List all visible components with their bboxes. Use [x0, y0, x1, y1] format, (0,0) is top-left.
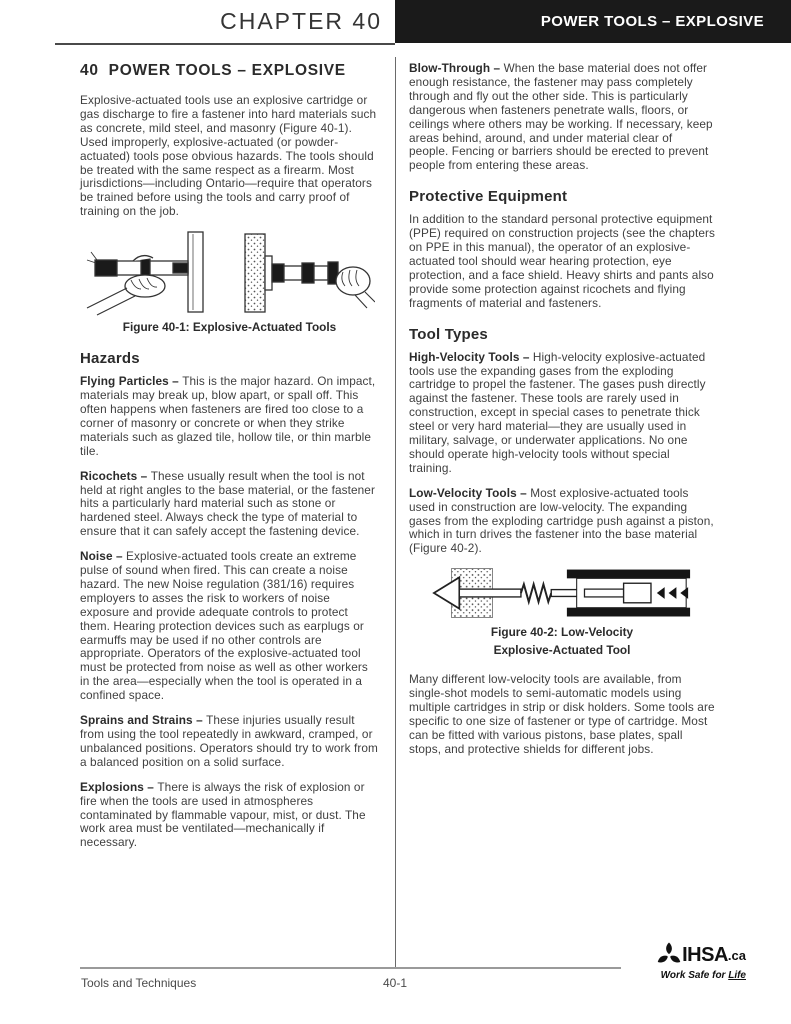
figure-40-2-illustration: [430, 567, 694, 621]
paragraph-low-velocity: Low-Velocity Tools – Most explosive-actuated tools used in construction are low-velocity. The expanding gases from the exploding cartridge push against a piston, which in turn drives the fastener into the base material (Figure 40-2).: [409, 485, 714, 556]
term-low-velocity: Low-Velocity Tools –: [409, 485, 531, 500]
right-column: [409, 62, 715, 768]
header-rule: [55, 43, 395, 45]
page-title: 40 POWER TOOLS – EXPLOSIVE: [80, 62, 346, 79]
paragraph-flying-particles: Flying Particles – This is the major hazard. On impact, materials may break up, blow apart, or spall off. This often happens when fasteners are fired too close to a corner of masonry or concrete or when they strike materials such as glazed tile, hollow tile, or thin marble tile.: [80, 374, 376, 458]
paragraph-high-velocity: High-Velocity Tools – High-velocity explosive-actuated tools use the expanding gases from the exploding cartridge to propel the fastener. The gases push directly against the fastener. These tools are rarely used in construction, except in special cases to penetrate thick steel or very hard material—they are usually used in military, salvage, or underwater applications. No one should operate high-velocity tools without special training.: [409, 349, 706, 475]
footer-section-title: Tools and Techniques: [81, 976, 197, 990]
figure-40-2: [409, 567, 715, 657]
chapter-title: CHAPTER 40: [220, 8, 382, 34]
paragraph-sprains-strains: Sprains and Strains – These injuries usually result from using the tool repeatedly in awkward, cramped, or unbalanced positions. Operators should try to work from a balanced position on a solid surface.: [80, 713, 378, 769]
term-noise: Noise –: [80, 549, 127, 564]
paragraph-explosions: Explosions – There is always the risk of explosion or fire when the tools are used in atmospheres contaminated by flammable vapour, mist, or dust. The work area must be ventilated—mechanically if necessary.: [80, 779, 366, 850]
logo-suffix: .ca: [727, 948, 746, 963]
paragraph-noise: Noise – Explosive-actuated tools create an extreme pulse of sound when fired. This can create a noise hazard. The new Noise regulation (381/16) requires employers to asses the risk to workers of noise exposure and provide adequate controls to protect them. Hearing protection devices such as earplugs or earmuffs may be used if no other controls are appropriate. Operators of the explosive-actuated tool must be protected from noise as well as other workers in the area—especially when the tool is operated in a confined space.: [80, 549, 368, 703]
figure-40-2-caption-line2: Explosive-Actuated Tool: [493, 643, 631, 658]
term-blow-through: Blow-Through –: [409, 61, 504, 75]
paragraph-ricochets: Ricochets – These usually result when the tool is not held at right angles to the base material, or the fastener hits a particularly hard material such as stone or hardened steel. Always check the type of material to ensure that it can safely accept the fastening device.: [80, 468, 375, 539]
term-explosions: Explosions –: [80, 779, 158, 794]
column-divider: [395, 57, 396, 968]
ihsa-logo: [626, 942, 746, 981]
left-column: [80, 62, 379, 861]
term-ricochets: Ricochets –: [80, 468, 151, 483]
tool-types-heading: Tool Types: [409, 325, 488, 343]
figure-40-1: [80, 230, 379, 334]
trillium-icon: [656, 942, 682, 969]
figure-40-2-caption-line1: Figure 40-2: Low-Velocity: [490, 625, 634, 640]
chapter-header: [0, 0, 395, 43]
intro-paragraph: Explosive-actuated tools use an explosive cartridge or gas discharge to fire a fastener into hard materials such as concrete, mild steel, and masonry (Figure 40-1). Used improperly, explosive-actuated (or powder-actuated) tools pose obvious hazards. The tools should be treated with the same respect as a firearm. Most jurisdictions—including Ontario—require that operators be trained before using the tools and carry proof of training on the job.: [80, 93, 377, 219]
logo-name: IHSA: [682, 944, 728, 966]
header-banner: [395, 0, 791, 43]
paragraph-protective-equipment: In addition to the standard personal protective equipment (PPE) required on construction projects (see the chapters on PPE in this manual), the operator of an explosive-actuated tool should wear hearing protection, eye protection, and a face shield. Heavy shirts and pants also provide some protection against ricochets and flying fragments of material and fasteners.: [409, 212, 716, 310]
term-high-velocity: High-Velocity Tools –: [409, 349, 533, 364]
logo-tagline: Work Safe for Life: [660, 970, 746, 981]
footer-rule: [80, 967, 621, 969]
hazards-heading: Hazards: [80, 350, 140, 368]
figure-40-1-illustration: [85, 230, 375, 316]
term-flying-particles: Flying Particles –: [80, 374, 183, 389]
term-sprains-strains: Sprains and Strains –: [80, 713, 207, 728]
paragraph-blow-through: Blow-Through – When the base material does not offer enough resistance, the fastener may pass completely through and fly out the other side. This is particularly dangerous when fasteners penetrate walls, floors, or ceilings where others may be working. If necessary, keep areas behind, around, and under material clear of people. Fencing or barriers should be erected to prevent people from entering these areas.: [409, 61, 713, 173]
protective-equipment-heading: Protective Equipment: [409, 188, 568, 206]
tagline-life: Life: [728, 970, 746, 981]
figure-40-1-caption: Figure 40-1: Explosive-Actuated Tools: [122, 320, 337, 335]
paragraph-closing: Many different low-velocity tools are available, from single-shot models to semi-automatic models using multiple cartridges in strip or disk holders. Some tools are specific to one size of fastener or type of cartridge. Most can be fitted with various pistons, base plates, spall stops, and protective shields for different jobs.: [409, 672, 715, 756]
banner-title: POWER TOOLS – EXPLOSIVE: [540, 13, 764, 30]
page-number: 40-1: [382, 976, 408, 990]
ihsa-logo-row: [626, 942, 746, 969]
